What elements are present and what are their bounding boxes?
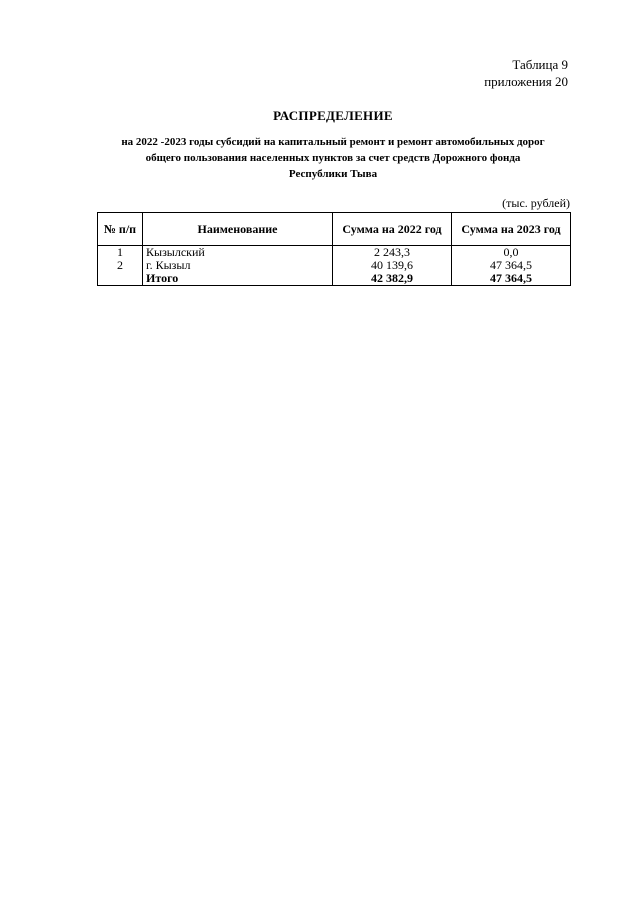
row-sum-2023: 0,0 xyxy=(452,246,571,260)
column-header-sum-2022: Сумма на 2022 год xyxy=(333,213,452,246)
table-row xyxy=(98,246,571,260)
subtitle-line-1: на 2022 -2023 годы субсидий на капитальный ремонт и ремонт автомобильных дорог xyxy=(121,136,545,148)
total-row xyxy=(98,272,571,286)
total-number xyxy=(98,272,143,286)
table-reference xyxy=(484,56,568,90)
table-header-row xyxy=(98,213,571,246)
appendix-reference: приложения 20 xyxy=(484,74,568,89)
row-number: 2 xyxy=(98,259,143,272)
column-header-name: Наименование xyxy=(143,213,333,246)
row-number: 1 xyxy=(98,246,143,260)
units-label: (тыс. рублей) xyxy=(502,196,570,210)
row-sum-2023: 47 364,5 xyxy=(452,259,571,272)
row-sum-2022: 2 243,3 xyxy=(333,246,452,260)
subtitle-line-2: общего пользования населенных пунктов за счет средств Дорожного фонда xyxy=(145,152,521,164)
total-label: Итого xyxy=(143,272,333,286)
row-sum-2022: 40 139,6 xyxy=(333,259,452,272)
total-sum-2022: 42 382,9 xyxy=(333,272,452,286)
distribution-table xyxy=(97,212,571,286)
total-sum-2023: 47 364,5 xyxy=(452,272,571,286)
column-header-sum-2023: Сумма на 2023 год xyxy=(452,213,571,246)
table-number: Таблица 9 xyxy=(512,57,568,72)
subtitle-line-3: Республики Тыва xyxy=(288,168,378,180)
row-name: г. Кызыл xyxy=(143,259,333,272)
document-subtitle xyxy=(96,134,570,182)
document-heading xyxy=(96,108,570,182)
document-title: РАСПРЕДЕЛЕНИЕ xyxy=(273,108,393,123)
column-header-number: № п/п xyxy=(98,213,143,246)
row-name: Кызылский xyxy=(143,246,333,260)
